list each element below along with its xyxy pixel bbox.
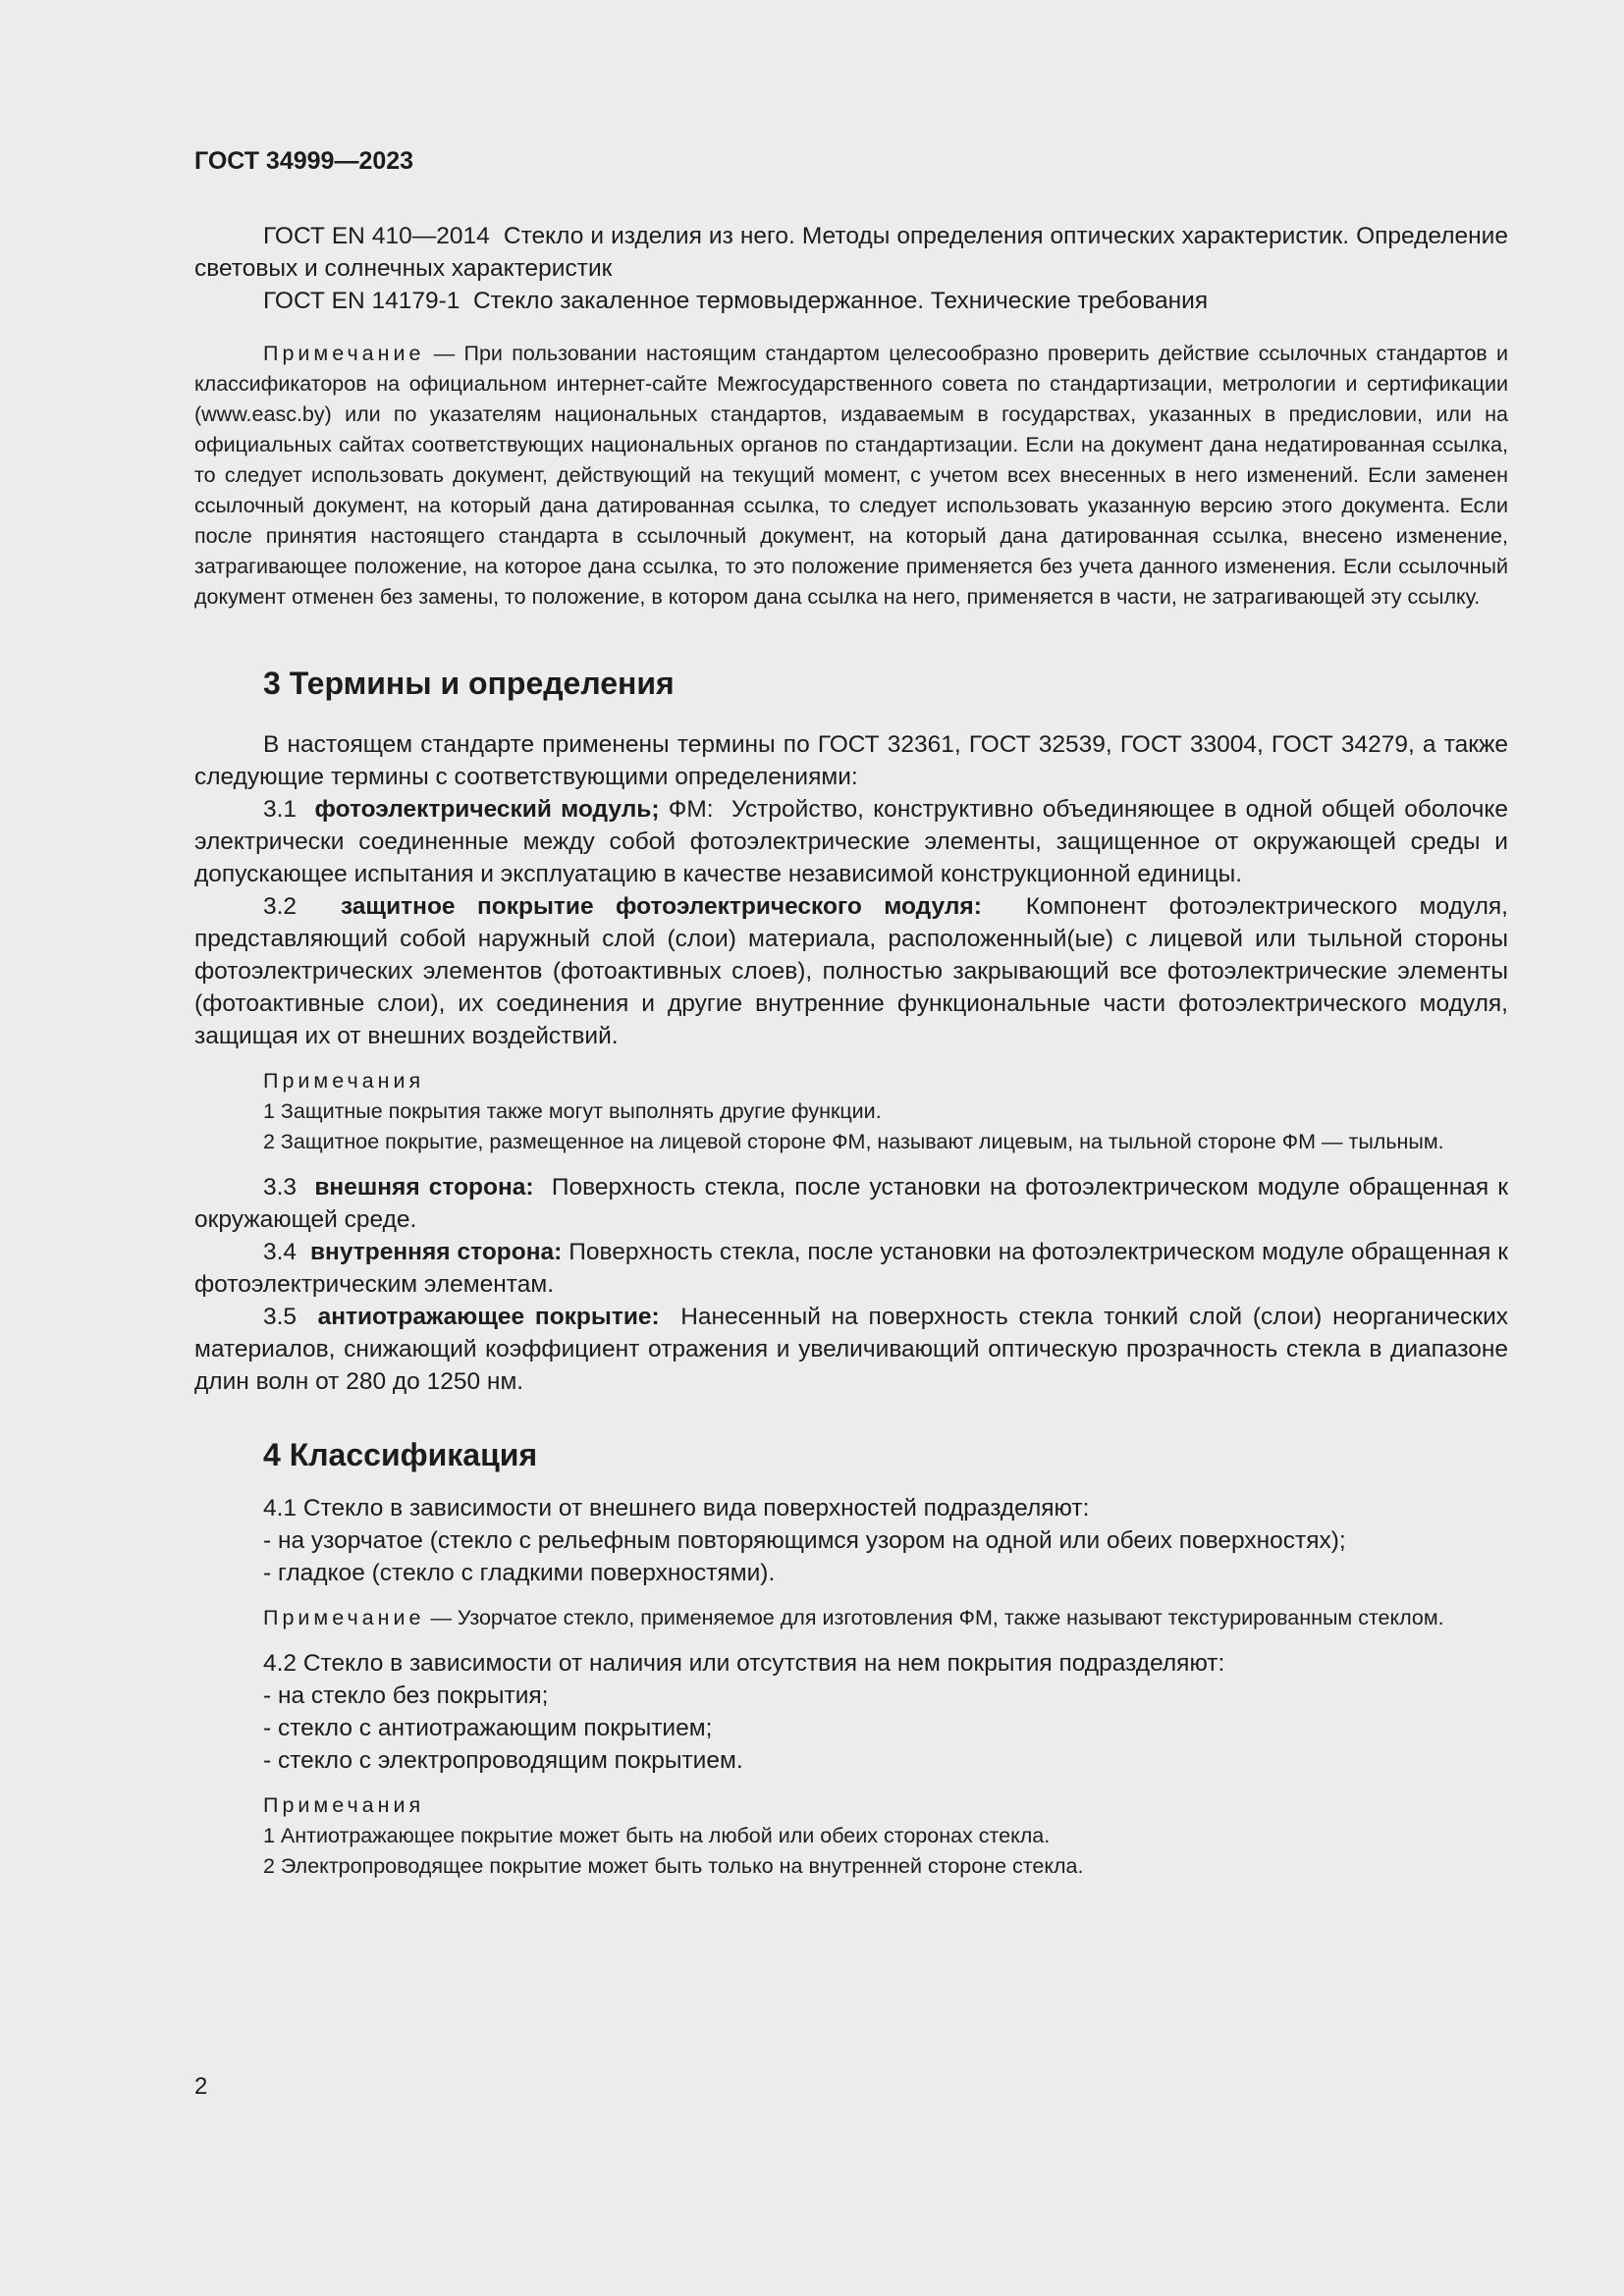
note-label: Примечание	[263, 1606, 425, 1629]
section-3-title: 3 Термины и определения	[263, 666, 675, 701]
clause-4-2: 4.2 Стекло в зависимости от наличия или отсутствия на нем покрытия подразделяют:	[263, 1650, 1225, 1677]
list-item: - стекло с антиотражающим покрытием;	[263, 1715, 713, 1741]
term-3-5	[194, 1301, 1508, 1398]
note-references	[194, 339, 1508, 613]
term-definition: Поверхность стекла, после установки на фотоэлектрическом модуле обращенная к фотоэлектрическим элементам.	[194, 1239, 1508, 1298]
note-item: 2 Электропроводящее покрытие может быть только на внутренней стороне стекла.	[263, 1854, 1084, 1878]
term-number: 3.5	[263, 1304, 298, 1330]
notes-3-2	[194, 1066, 1508, 1157]
term-number: 3.3	[263, 1174, 298, 1201]
term-3-3	[194, 1171, 1508, 1236]
term-definition: Нанесенный на поверхность стекла тонкий слой (слои) неорганических материалов, снижающий коэффициент отражения и увеличивающий оптическую прозрачность стекла в диапазоне длин волн от 280 до 1250 нм.	[194, 1304, 1509, 1395]
list-item: - на стекло без покрытия;	[263, 1682, 549, 1709]
note-label: Примечание	[263, 342, 425, 365]
note-item: 1 Антиотражающее покрытие может быть на любой или обеих сторонах стекла.	[263, 1824, 1051, 1847]
note-4-1	[194, 1603, 1508, 1633]
notes-label: Примечания	[263, 1793, 425, 1817]
clause-4-1: 4.1 Стекло в зависимости от внешнего вида поверхностей подразделяют:	[263, 1495, 1090, 1522]
term-name: внешняя сторона:	[314, 1174, 534, 1201]
section-4-title: 4 Классификация	[263, 1437, 538, 1472]
list-item: - стекло с электропроводящим покрытием.	[263, 1747, 743, 1774]
page-number: 2	[194, 2073, 208, 2100]
page-content	[194, 145, 1508, 1882]
reference-en14179	[194, 285, 1508, 317]
list-item: - гладкое (стекло с гладкими поверхностями).	[263, 1560, 776, 1586]
term-definition: Поверхность стекла, после установки на фотоэлектрическом модуле обращенная к окружающей среде.	[194, 1174, 1508, 1233]
term-number: 3.4	[263, 1239, 298, 1265]
term-definition: Устройство, конструктивно объединяющее в одной общей оболочке электрически соединенные между собой фотоэлектрические элементы, защищенное от окружающей среды и допускающее испытания и эксплуатацию в качестве независимой конструкционной единицы.	[194, 796, 1508, 887]
reference-title: Стекло и изделия из него. Методы определения оптических характеристик. Определение световых и солнечных характеристик	[194, 223, 1508, 282]
reference-en410	[194, 220, 1508, 285]
notes-4-2	[194, 1790, 1508, 1882]
note-text: — Узорчатое стекло, применяемое для изготовления ФМ, также называют текстурированным стеклом.	[430, 1606, 1444, 1629]
term-number: 3.1	[263, 796, 298, 823]
term-3-4	[194, 1236, 1508, 1301]
list-item: - на узорчатое (стекло с рельефным повторяющимся узором на одной или обеих поверхностях);	[263, 1527, 1346, 1554]
section-3-intro: В настоящем стандарте применены термины по ГОСТ 32361, ГОСТ 32539, ГОСТ 33004, ГОСТ 34279, а также следующие термины с соответствующими определениями:	[194, 731, 1508, 790]
note-item: 2 Защитное покрытие, размещенное на лицевой стороне ФМ, называют лицевым, на тыльной стороне ФМ — тыльным.	[263, 1130, 1444, 1153]
term-abbreviation: ФМ:	[668, 796, 714, 823]
notes-label: Примечания	[263, 1069, 425, 1093]
term-name: защитное покрытие фотоэлектрического модуля:	[340, 893, 982, 920]
term-name: антиотражающее покрытие:	[317, 1304, 660, 1330]
term-3-1	[194, 793, 1508, 890]
term-name: фотоэлектрический модуль;	[314, 796, 660, 823]
term-number: 3.2	[263, 893, 298, 920]
term-3-2	[194, 890, 1508, 1052]
note-text: — При пользовании настоящим стандартом целесообразно проверить действие ссылочных стандартов и классификаторов на официальном интернет-сайте Межгосударственного совета по стандартизации, метрологии и сертификации (www.easc.by) или по указателям национальных стандартов, издаваемым в государствах, указанных в предисловии, или на официальных сайтах соответствующих национальных органов по стандартизации. Если на документ дана недатированная ссылка, то следует использовать документ, действующий на текущий момент, с учетом всех внесенных в него изменений. Если заменен ссылочный документ, на который дана датированная ссылка, то следует использовать указанную версию этого документа. Если после принятия настоящего стандарта в ссылочный документ, на который дана датированная ссылка, внесено изменение, затрагивающее положение, на которое дана ссылка, то это положение применяется без учета данного изменения. Если ссылочный документ отменен без замены, то положение, в котором дана ссылка на него, применяется в части, не затрагивающей эту ссылку.	[194, 342, 1508, 609]
term-definition: Компонент фотоэлектрического модуля, представляющий собой наружный слой (слои) материала, расположенный(ые) с лицевой или тыльной стороны фотоэлектрических элементов (фотоактивных слоев), полностью закрывающий все фотоэлектрические элементы (фотоактивные слои), их соединения и другие внутренние функциональные части фотоэлектрического модуля, защищая их от внешних воздействий.	[194, 893, 1508, 1049]
note-item: 1 Защитные покрытия также могут выполнять другие функции.	[263, 1099, 882, 1123]
reference-code: ГОСТ EN 410—2014	[263, 223, 490, 249]
term-name: внутренняя сторона:	[310, 1239, 563, 1265]
document-header: ГОСТ 34999—2023	[194, 147, 414, 175]
reference-code: ГОСТ EN 14179-1	[263, 288, 460, 314]
reference-title: Стекло закаленное термовыдержанное. Технические требования	[472, 288, 1209, 314]
